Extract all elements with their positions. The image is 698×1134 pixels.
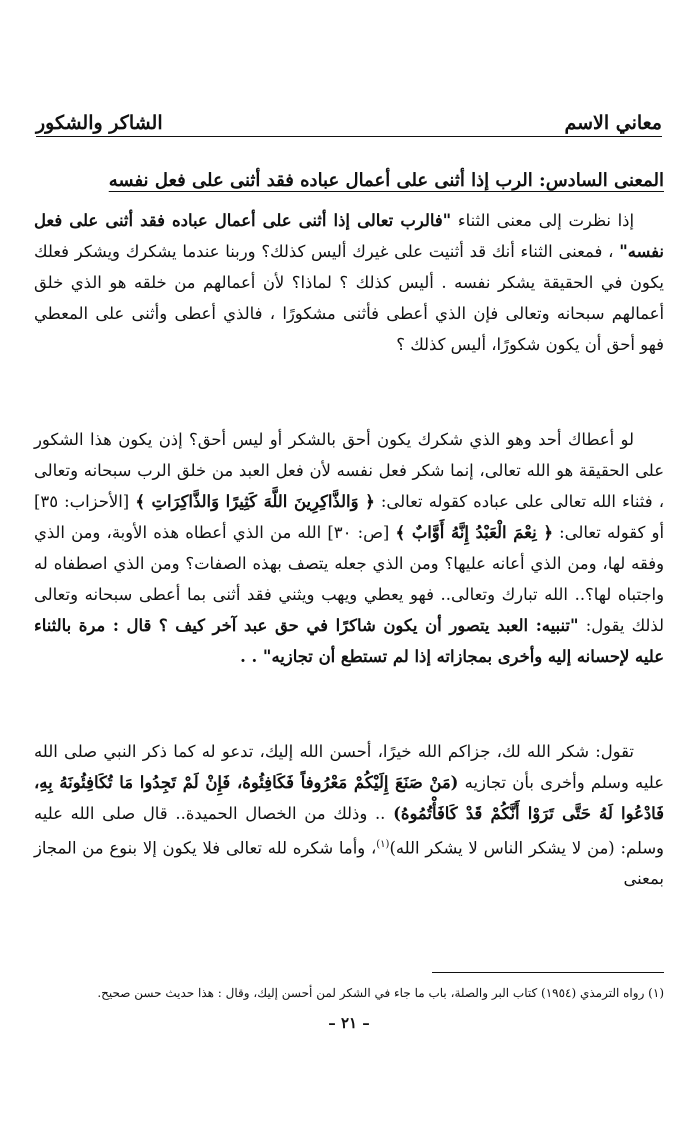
header-chapter-title: معاني الاسم — [564, 112, 662, 134]
footnote: (١) رواه الترمذي (١٩٥٤) كتاب البر والصلة، باب ما جاء في الشكر لمن أحسن إليك، وقال : هذا حديث حسن صحيح. — [97, 986, 664, 1000]
footnote-divider — [432, 972, 664, 973]
header-section-title: الشاكر والشكور — [36, 112, 163, 134]
hadith-2: (من لا يشكر الناس لا يشكر الله) — [389, 838, 615, 858]
paragraph-3 — [34, 736, 664, 894]
paragraph-2 — [34, 424, 664, 672]
paragraph-2-reference: [الأحزاب: ٣٥] أو كقوله تعالى: — [34, 492, 665, 542]
running-header — [36, 100, 662, 134]
quran-verse-2: ﴿ نِعْمَ الْعَبْدُ إِنَّهُ أَوَّابٌ ﴾ — [395, 523, 553, 542]
paragraph-1-quote: "فالرب تعالى إذا أثنى على أعمال عباده فقد أثنى على فعل نفسه" — [34, 211, 664, 261]
paragraph-3-ending: ، وأما شكره لله تعالى فلا يكون إلا بنوع من المجاز بمعنى — [34, 838, 664, 889]
paragraph-2-note: "تنبيه: العبد يتصور أن يكون شاكرًا في حق عبد آخر كيف ؟ قال : مرة بالثناء عليه لإحسانه إليه وأخرى بمجازاته إذا لم تستطع أن تجازيه" . . — [34, 616, 664, 666]
paragraph-2-body: لو أعطاك أحد وهو الذي شكرك يكون أحق بالشكر أو ليس أحق؟ إذن يكون هذا الشكور على الحقيقة هو الله تعالى، إنما شكر فعل نفسه لأن فعل العبد من خلق الرب سبحانه وتعالى ، فثناء الله تعالى على عباده كقوله تعالى: — [34, 430, 664, 511]
paragraph-2-continuation: [ص: ٣٠] الله من الذي أعطاه هذه الأوبة، ومن الذي وفقه لها، ومن الذي أعانه عليها؟ ومن الذي جعله يتصف بهذه الصفات؟ ومن الذي اصطفاه له واجتباه لها؟.. الله تبارك وتعالى.. فهو يعطي ويهب ويثني فقد أثنى بما أعطى سبحانه وتعالى لذلك يقول: — [34, 523, 664, 635]
paragraph-3-body: تقول: شكر الله لك، جزاكم الله خيرًا، أحسن الله إليك، تدعو له كما ذكر النبي صلى الله عليه وسلم وأخرى بأن تجازيه — [34, 742, 664, 792]
paragraph-3-continuation: .. وذلك من الخصال الحميدة.. قال صلى الله عليه وسلم: — [34, 804, 664, 858]
paragraph-1 — [34, 205, 664, 360]
paragraph-1-body: ، فمعنى الثناء أنك قد أثنيت على غيرك أليس كذلك؟ وربنا عندما يشكرك ويشكر فعلك يكون في الحقيقة يشكر نفسه . أليس كذلك ؟ لماذا؟ لأن أعمالهم من خلقه هو الذي خلق أعمالهم سبحانه وتعالى فإن الذي أعطى فأثنى مشكورًا ، فالذي أعطى وأثنى على المعطي فهو أحق أن يكون شكورًا، أليس كذلك ؟ — [34, 242, 664, 354]
hadith-1: (مَنْ صَنَعَ إِلَيْكُمْ مَعْرُوفاً فَكَافِئُوهُ، فَإِنْ لَمْ تَجِدُوا مَا تُكَافِئُونَهُ بِهِ، فَادْعُوا لَهُ حَتَّى تَرَوْا أَنَّكُمْ قَدْ كَافَأْتُمُوهُ) — [34, 773, 664, 823]
page-number: – ٢١ – — [328, 1014, 370, 1032]
quran-verse-1: ﴿ وَالذَّاكِرِينَ اللَّهَ كَثِيرًا وَالذَّاكِرَاتِ ﴾ — [135, 492, 375, 511]
paragraph-1-intro: إذا نظرت إلى معنى الثناء — [457, 211, 635, 230]
footnote-reference: (١) — [376, 839, 390, 850]
header-divider — [36, 136, 662, 137]
section-heading: المعنى السادس: الرب إذا أثنى على أعمال عباده فقد أثنى على فعل نفسه — [108, 170, 664, 191]
